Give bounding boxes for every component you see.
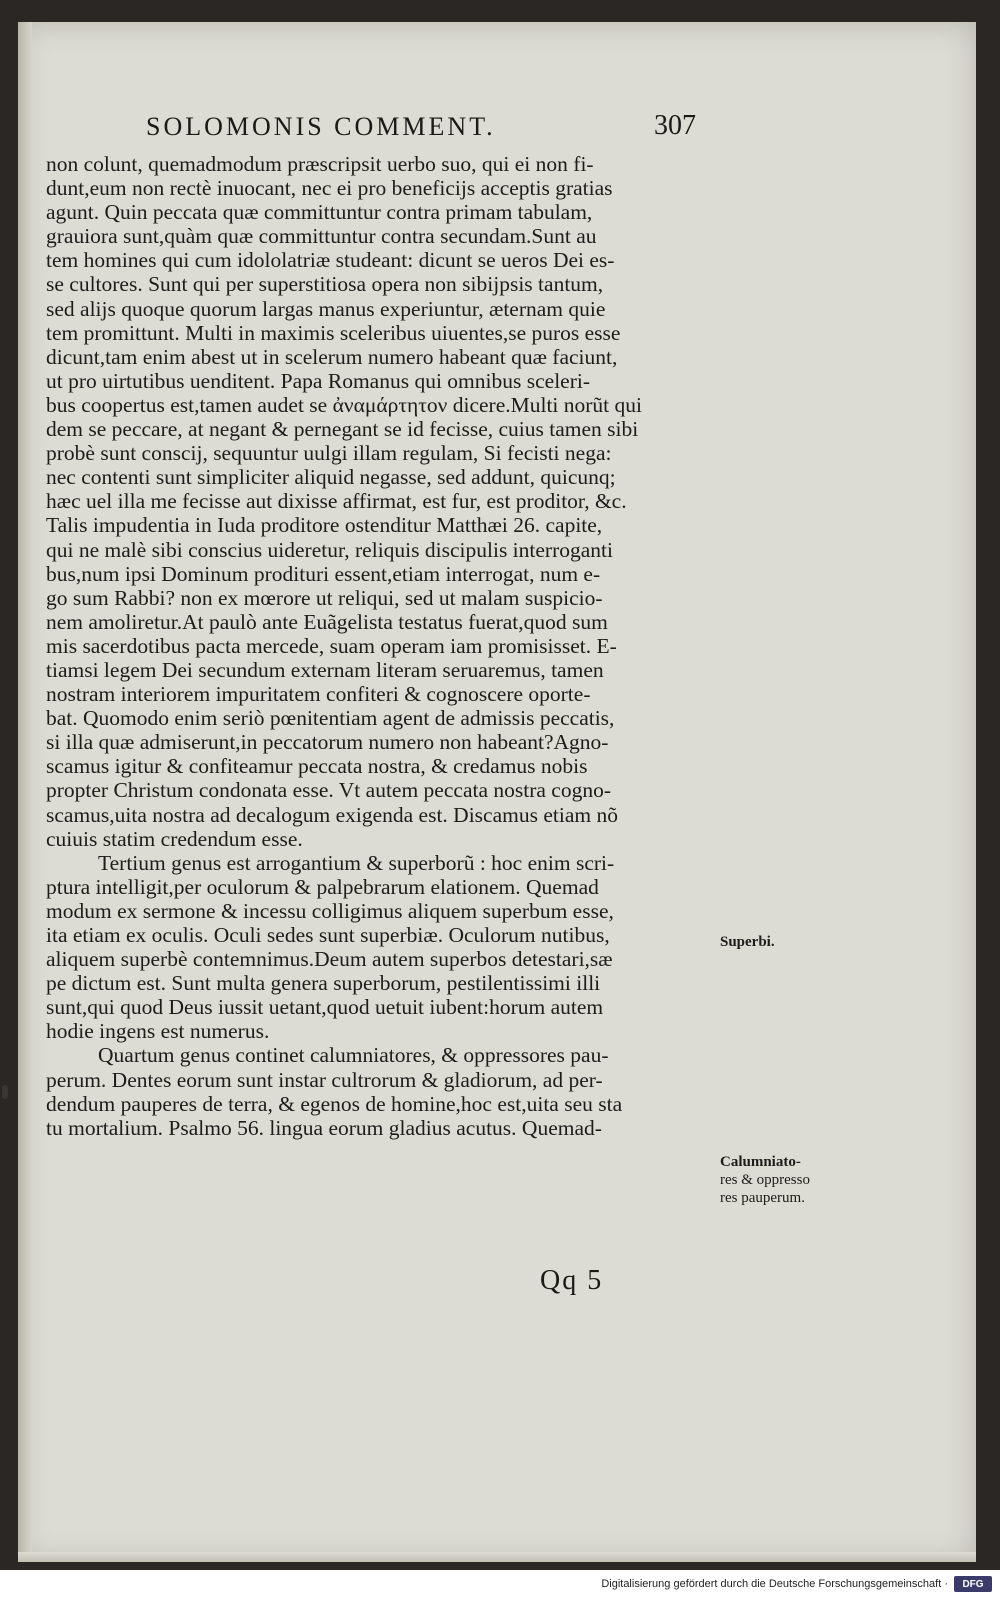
page-bottom-edge	[18, 1552, 976, 1562]
text-line: qui ne malè sibi conscius uideretur, reliquis discipulis interroganti	[46, 537, 613, 562]
text-line: si illa quæ admiserunt,in peccatorum numero non habeant?Agno-	[46, 730, 609, 755]
page-edge-mark	[2, 1085, 8, 1099]
text-line: agunt. Quin peccata quæ committuntur contra primam tabulam,	[46, 200, 593, 225]
text-line: se cultores. Sunt qui per superstitiosa opera non sibijpsis tantum,	[46, 272, 604, 297]
text-line: aliquem superbè contemnimus.Deum autem superbos detestari,sæ	[46, 947, 613, 972]
margin-note-line: res & oppresso	[720, 1172, 810, 1188]
text-line: hæc uel illa me fecisse aut dixisse affirmat, est fur, est proditor, &c.	[46, 489, 627, 514]
text-line: tem promittunt. Multi in maximis sceleribus uiuentes,se puros esse	[46, 320, 621, 345]
text-line: perum. Dentes eorum sunt instar cultrorum & gladiorum, ad per-	[46, 1067, 603, 1092]
text-line: pe dictum est. Sunt multa genera superborum, pestilentissimi illi	[46, 971, 601, 996]
main-text-block	[46, 152, 714, 1140]
margin-note-superbi	[720, 933, 848, 951]
text-line: sed alijs quoque quorum largas manus experiuntur, æternam quie	[46, 296, 606, 321]
text-line: Talis impudentia in Iuda proditore ostenditur Matthæi 26. capite,	[46, 513, 603, 538]
text-line: ut pro uirtutibus uenditent. Papa Romanus qui omnibus sceleri-	[46, 368, 590, 393]
page-gutter-shadow	[18, 22, 32, 1562]
text-line: ptura intelligit,per oculorum & palpebrarum elationem. Quemad	[46, 874, 599, 899]
page-number: 307	[654, 110, 696, 141]
text-line: dunt,eum non rectè inuocant, nec ei pro beneficijs acceptis gratias	[46, 176, 613, 201]
text-line: probè sunt conscij, sequuntur uulgi illam regulam, Si fecisti nega:	[46, 441, 612, 466]
text-line: nostram interiorem impuritatem confiteri & cognoscere oporte-	[46, 682, 591, 707]
margin-note-line: res pauperum.	[720, 1190, 805, 1206]
text-line: bat. Quomodo enim seriò pœnitentiam agent de admissis peccatis,	[46, 706, 615, 731]
text-line: nec contenti sunt simpliciter aliquid negasse, sed addunt, quicunq;	[46, 465, 616, 490]
text-line: sunt,qui quod Deus iussit uetant,quod uetuit iubent:horum autem	[46, 995, 604, 1020]
margin-note-text: Superbi.	[720, 934, 775, 950]
paragraph-start-line: Tertium genus est arrogantium & superborũ : hoc enim scri-	[98, 850, 615, 875]
text-line: scamus,uita nostra ad decalogum exigenda est. Discamus etiam nõ	[46, 802, 618, 827]
text-line: scamus igitur & confiteamur peccata nostra, & credamus nobis	[46, 754, 588, 779]
text-line: go sum Rabbi? non ex mœrore ut reliqui, sed ut malam suspicio-	[46, 585, 603, 610]
running-head: SOLOMONIS COMMENT.	[146, 112, 496, 141]
text-line: ita etiam ex oculis. Oculi sedes sunt superbiæ. Oculorum nutibus,	[46, 923, 610, 947]
text-line: dem se peccare, at negant & pernegant se id fecisse, cuius tamen sibi	[46, 417, 639, 442]
text-line: mis sacerdotibus pacta mercede, suam operam iam promisisset. E-	[46, 633, 617, 658]
text-line: dendum pauperes de terra, & egenos de homine,hoc est,uita seu sta	[46, 1091, 623, 1116]
text-line: bus coopertus est,tamen audet se ἀναμάρτητον dicere.Multi norũt qui	[46, 392, 643, 417]
text-line: propter Christum condonata esse. Vt autem peccata nostra cogno-	[46, 778, 611, 803]
text-line: tiamsi legem Dei secundum externam literam seruaremus, tamen	[46, 657, 604, 682]
text-line: tu mortalium. Psalmo 56. lingua eorum gladius acutus. Quemad-	[46, 1115, 602, 1140]
dfg-logo-icon: DFG	[954, 1576, 992, 1592]
text-line: grauiora sunt,quàm quæ committuntur contra secundam.Sunt au	[46, 224, 597, 249]
text-line: tem homines qui cum idololatriæ studeant: dicunt se ueros Dei es-	[46, 248, 615, 273]
footer-credit: Digitalisierung gefördert durch die Deutsche Forschungsgemeinschaft ·	[601, 1578, 948, 1590]
signature-mark: Qq 5	[540, 1265, 604, 1296]
text-line: bus,num ipsi Dominum prodituri essent,etiam interrogat, num e-	[46, 561, 601, 586]
margin-note-calumniatores	[720, 1153, 848, 1207]
text-line: cuiuis statim credendum esse.	[46, 826, 303, 851]
text-line: nem amoliretur.At paulò ante Euãgelista testatus fuerat,quod sum	[46, 609, 608, 634]
text-line: modum ex sermone & incessu colligimus aliquem superbum esse,	[46, 898, 614, 923]
margin-note-line: Calumniato-	[720, 1154, 801, 1170]
text-line: non colunt, quemadmodum præscripsit uerbo suo, qui ei non fi-	[46, 152, 594, 176]
paragraph-start-line: Quartum genus continet calumniatores, & oppressores pau-	[98, 1043, 609, 1068]
text-line: dicunt,tam enim abest ut in scelerum numero habeant quæ faciunt,	[46, 344, 618, 369]
text-line: hodie ingens est numerus.	[46, 1019, 270, 1044]
